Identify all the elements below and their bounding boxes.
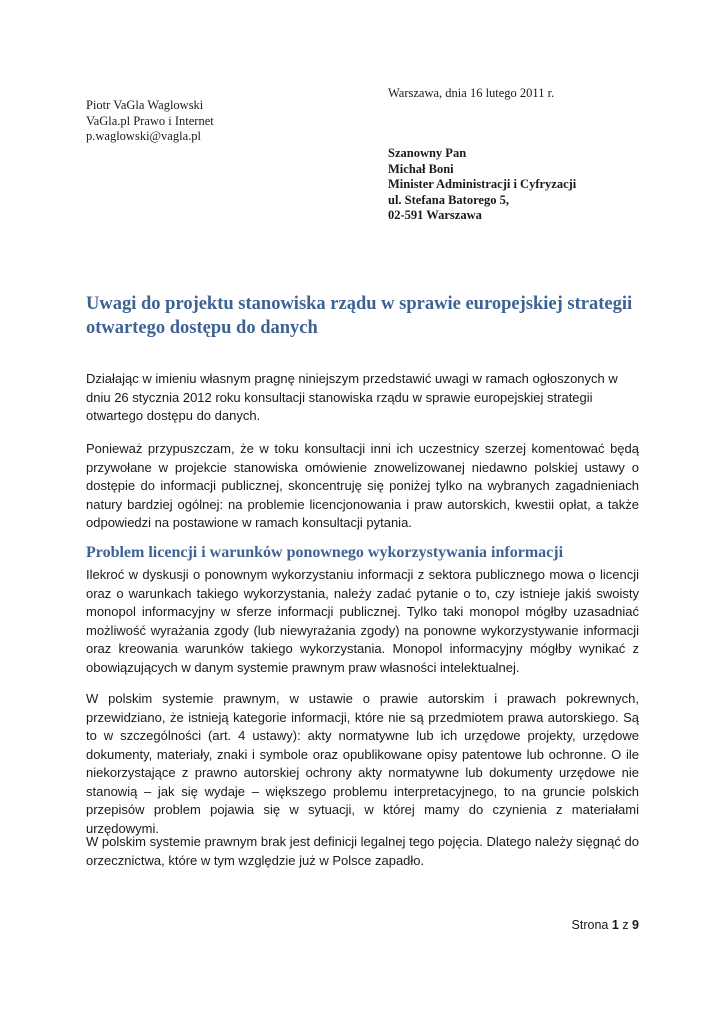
sender-block: [86, 98, 214, 145]
intro-paragraph: Działając w imieniu własnym pragnę niniejszym przedstawić uwagi w ramach ogłoszonych w dniu 26 stycznia 2012 roku konsultacji stanowiska rządu w sprawie europejskiej strategii otwartego dostępu do danych.: [86, 371, 618, 423]
letter-date: Warszawa, dnia 16 lutego 2011 r.: [388, 86, 555, 100]
page-label: Strona: [571, 918, 609, 932]
page-current: 1: [611, 918, 619, 932]
section-heading: Problem licencji i warunków ponownego wykorzystywania informacji: [86, 544, 564, 561]
section-paragraph-2: W polskim systemie prawnym, w ustawie o prawie autorskim i prawach pokrewnych, przewidziano, że istnieją kategorie informacji, które nie są przedmiotem prawa autorskiego. Są to w szczególności (art. 4 ustawy): akty normatywne lub ich urzędowe projekty, urzędowe dokumenty, materiały, znaki i symbole oraz opublikowane opisy patentowe lub ochronne. O ile niekorzystające z prawno autorskiej ochrony akty normatywne lub dokumenty urzędowe nie stanowią – jak się wydaje – większego problemu interpretacyjnego, to na gruncie polskich przepisów problem pojawia się w sytuacji, w której mamy do czynienia z materiałami urzędowymi.: [86, 691, 639, 836]
section-paragraph-1: Ilekroć w dyskusji o ponownym wykorzystaniu informacji z sektora publicznego mowa o licencji oraz o warunkach takiego wykorzystania, należy zadać pytanie o to, czy istnieje jakiś swoisty monopol informacyjny w sferze informacji publicznej. Tylko taki monopol mógłby uzasadniać możliwość wyrażania zgody (lub niewyrażania zgody) na ponowne wykorzystywanie informacji oraz kreowania warunków takiego wykorzystania. Monopol informacyjny mógłby wynikać z obowiązujących w danym systemie prawnym praw własności intelektualnej.: [86, 567, 639, 675]
recipient-street: ul. Stefana Batorego 5,: [388, 192, 509, 207]
recipient-name: Michał Boni: [388, 161, 454, 176]
recipient-block: [388, 146, 576, 224]
recipient-city: 02-591 Warszawa: [388, 208, 482, 222]
recipient-position: Minister Administracji i Cyfryzacji: [388, 177, 577, 191]
page-separator: z: [622, 918, 629, 932]
sender-organization: VaGla.pl Prawo i Internet: [86, 113, 214, 128]
document-title: Uwagi do projektu stanowiska rządu w sprawie europejskiej strategii otwartego dostępu do danych: [86, 294, 633, 338]
recipient-salutation: Szanowny Pan: [388, 146, 467, 160]
sender-email: p.waglowski@vagla.pl: [86, 129, 201, 143]
second-paragraph: Ponieważ przypuszczam, że w toku konsultacji inni ich uczestnicy szerzej komentować będą przywołane w projekcie stanowiska omówienie znowelizowanej niedawno polskiej ustawy o dostępie do informacji publicznej, skoncentruję się poniżej tylko na wybranych zagadnieniach natury bardziej ogólnej: na problemie licencjonowania i praw autorskich, kwestii opłat, a także odpowiedzi na postawione w ramach konsultacji pytania.: [86, 441, 639, 530]
section-paragraph-3: W polskim systemie prawnym brak jest definicji legalnej tego pojęcia. Dlatego należy sięgnąć do orzecznictwa, które w tym względzie już w Polsce zapadło.: [86, 834, 639, 868]
page-total: 9: [632, 918, 639, 932]
sender-name: Piotr VaGla Waglowski: [86, 98, 204, 112]
page-number-footer: [572, 918, 639, 932]
